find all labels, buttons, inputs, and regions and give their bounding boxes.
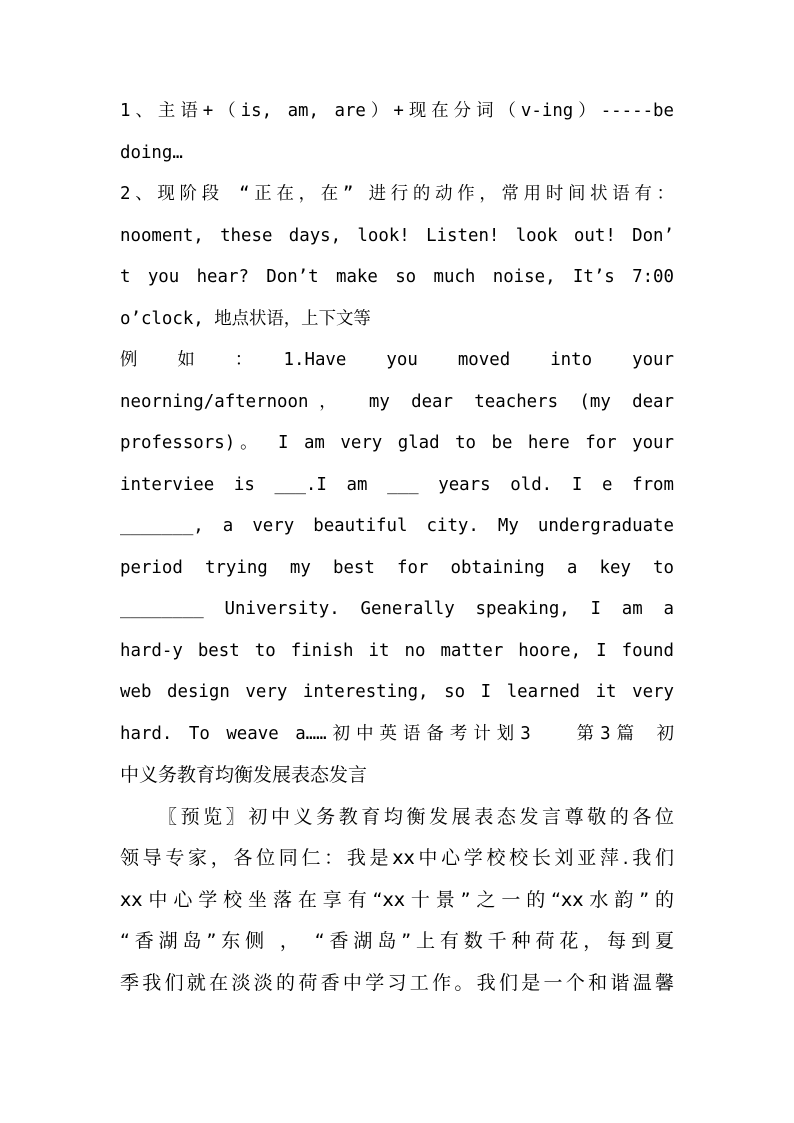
text-line-15: web design very interesting, so I learned it very <box>120 682 674 702</box>
text-line-1: 1、主语+（is, am, are）+现在分词（v-ing）-----be <box>120 101 674 121</box>
text-line-8: neorning/afternoon， my dear teachers (my dear <box>120 392 674 412</box>
text-line-14: hard-y best to finish it no matter hoore, I found <box>120 641 674 661</box>
text-line-21: “香湖岛”东侧 ， “香湖岛”上有数千种荷花，每到夏 <box>120 930 674 952</box>
text-line-17: 中义务教育均衡发展表态发言 <box>120 764 368 786</box>
text-line-13: ________ University. Generally speaking, I am a <box>120 599 674 619</box>
text-line-19: 领导专家，各位同仁：我是xx中心学校校长刘亚萍.我们 <box>120 847 674 869</box>
text-line-2: doing… <box>120 143 183 163</box>
text-line-18: 〖预览〗初中义务教育均衡发展表态发言尊敬的各位 <box>158 806 674 828</box>
text-line-16: hard. To weave a……初中英语备考计划3 第3篇 初 <box>120 724 674 744</box>
text-line-6: o’clock, 地点状语，上下文等 <box>120 309 371 329</box>
text-line-5: t you hear? Don’t make so much noise, It’s 7:00 <box>120 267 674 287</box>
text-line-3: 2、现阶段 “正在，在” 进行的动作，常用时间状语有： <box>120 184 674 204</box>
text-line-7: 例 如 ： 1.Have you moved into your <box>120 350 674 370</box>
text-line-22: 季我们就在淡淡的荷香中学习工作。我们是一个和谐温馨 <box>120 972 674 994</box>
text-line-10: interviee is ___.I am ___ years old. I e from <box>120 475 674 495</box>
text-line-9: professors)。 I am very glad to be here for your <box>120 433 674 453</box>
text-line-20: xx中心学校坐落在享有“xx十景”之一的“xx水韵”的 <box>120 889 674 911</box>
text-line-12: period trying my best for obtaining a key to <box>120 558 674 578</box>
text-line-4: noomeпt, these days, look! Listen! look out! Don’ <box>120 226 674 246</box>
text-line-11: _______, a very beautiful city. My undergraduate <box>120 516 674 536</box>
